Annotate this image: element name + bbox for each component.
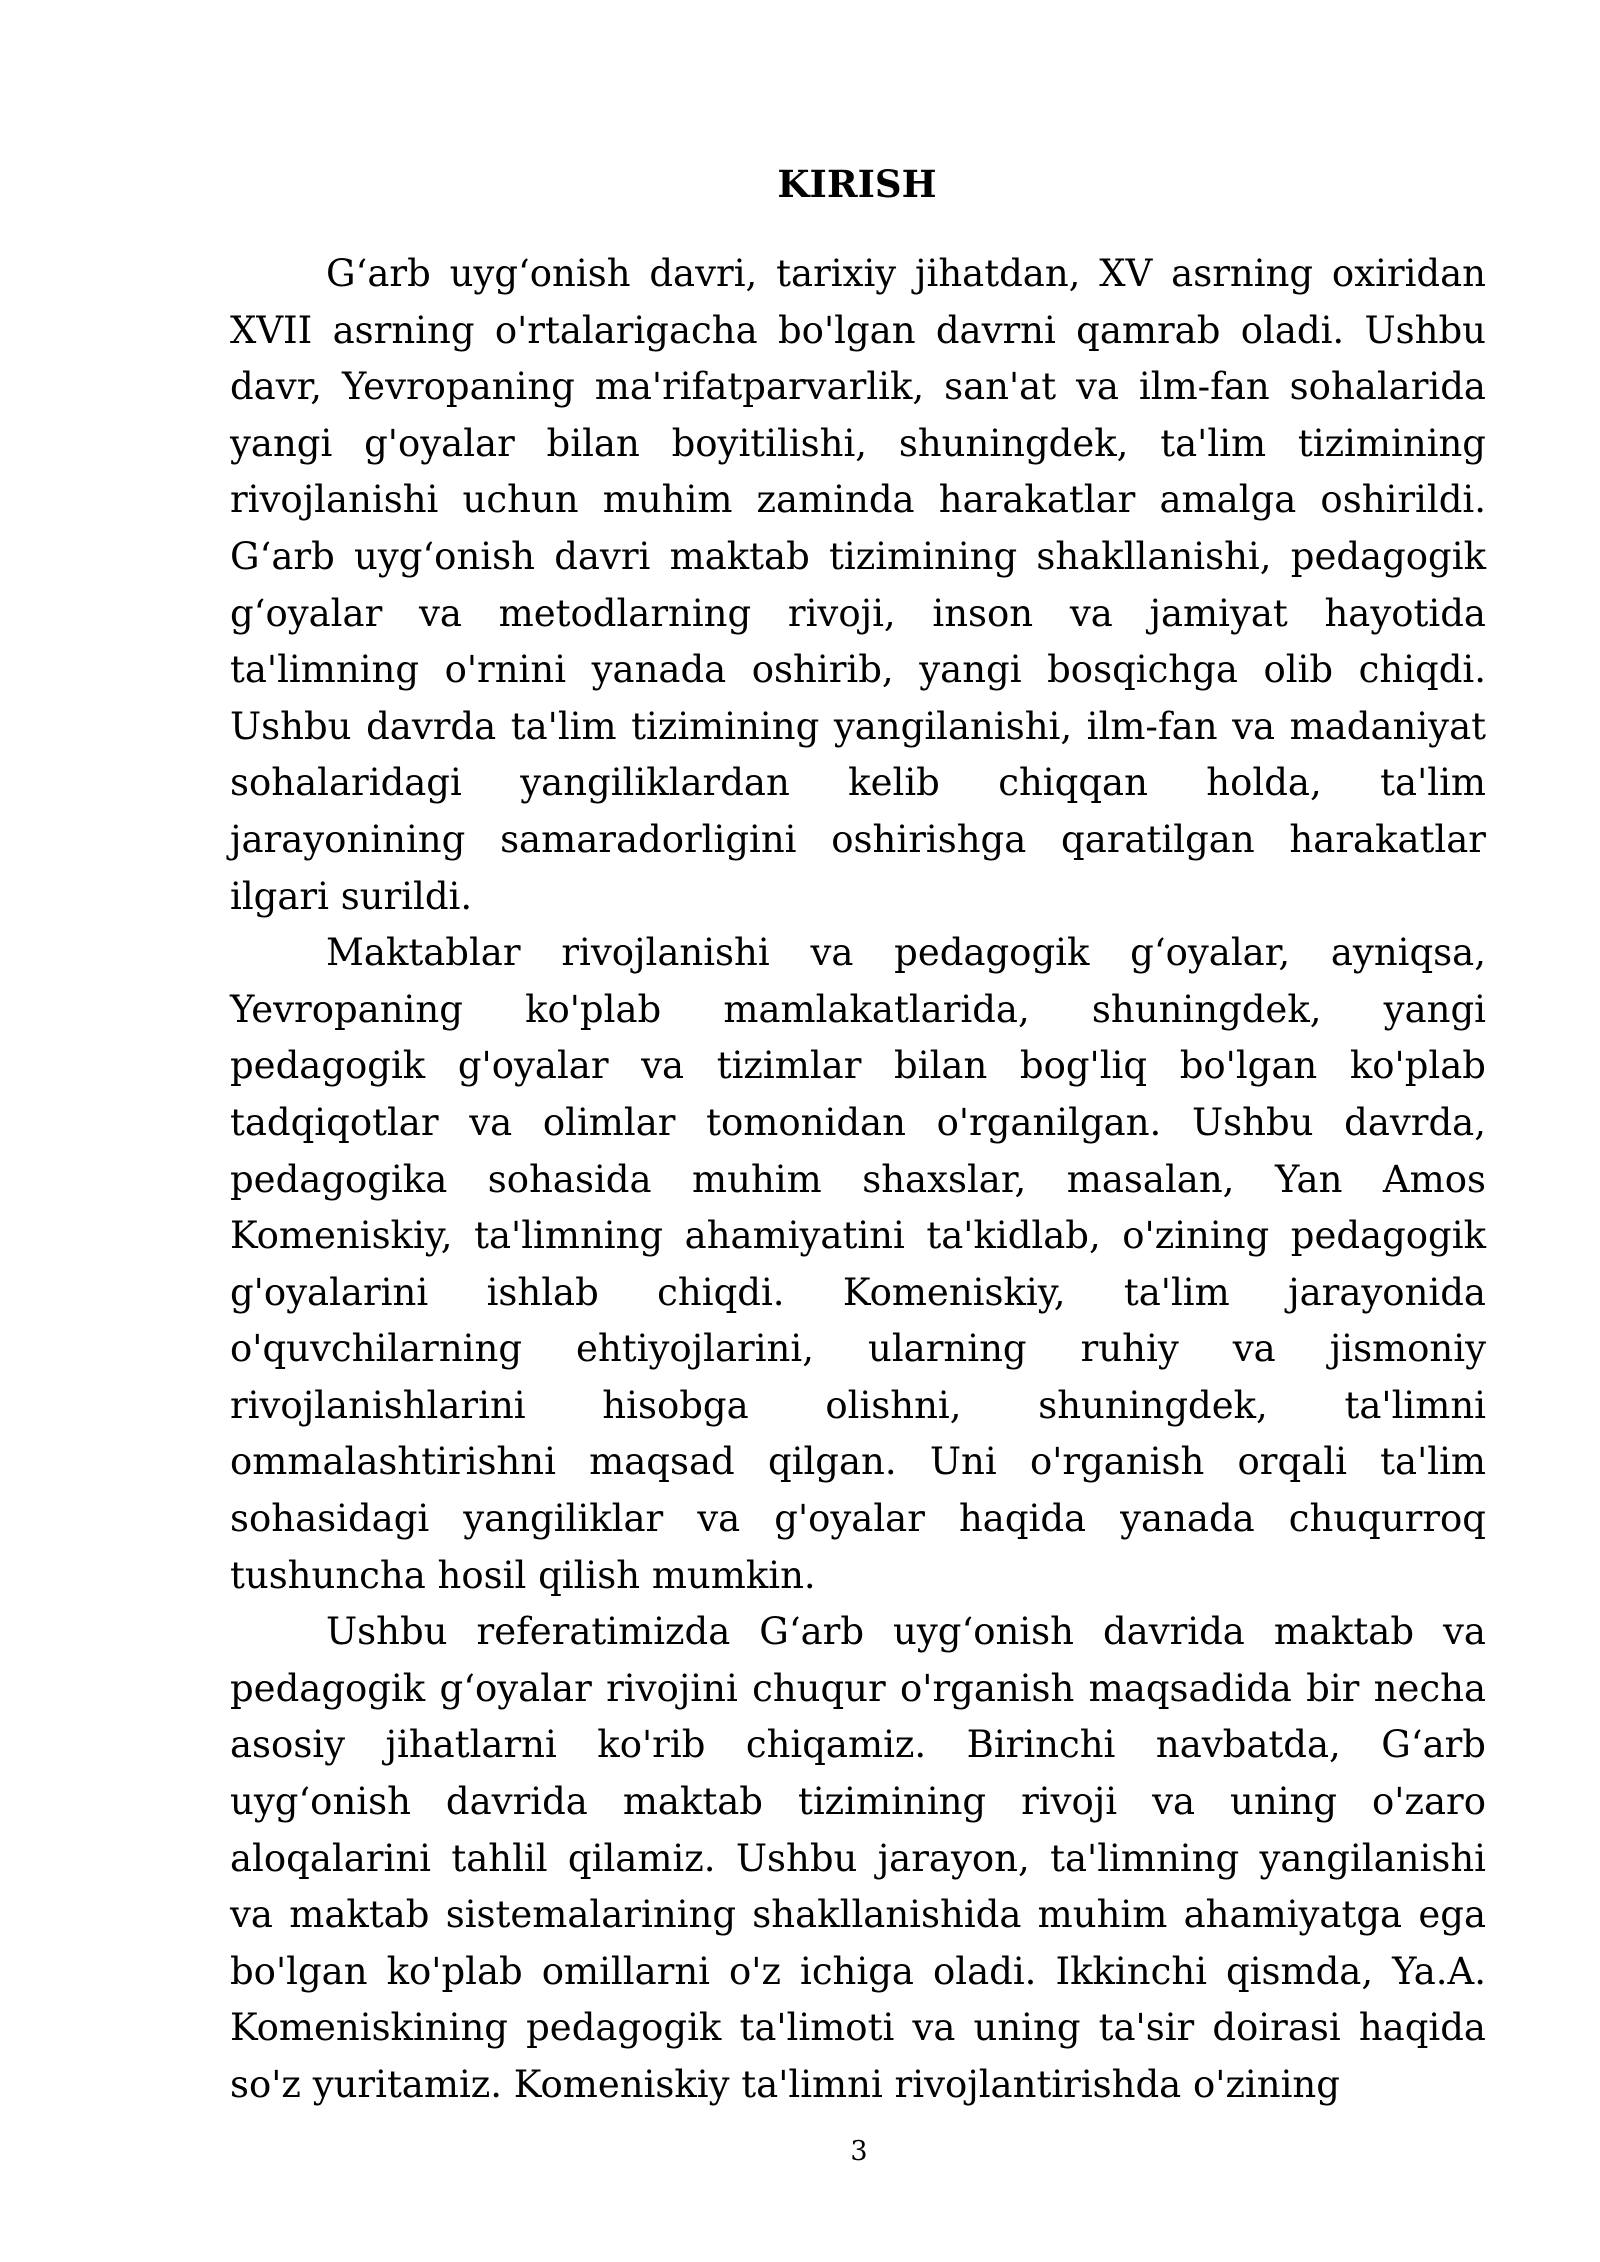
- page-number: 3: [850, 2136, 868, 2167]
- paragraph-2: Maktablar rivojlanishi va pedagogik g‘oyalar, ayniqsa, Yevropaning ko'plab mamlakatlarida, shuningdek, yangi pedagogik g'oyalar va tizimlar bilan bog'liq bo'lgan ko'plab tadqiqotlar va olimlar tomonidan o'rganilgan. Ushbu davrda, pedagogika sohasida muhim shaxslar, masalan, Yan Amos Komeniskiy, ta'limning ahamiyatini ta'kidlab, o'zining pedagogik g'oyalarini ishlab chiqdi. Komeniskiy, ta'lim jarayonida o'quvchilarning ehtiyojlarini, ularning ruhiy va jismoniy rivojlanishlarini hisobga olishni, shuningdek, ta'limni ommalashtirishni maqsad qilgan. Uni o'rganish orqali ta'lim sohasidagi yangiliklar va g'oyalar haqida yanada chuqurroq tushuncha hosil qilish mumkin.: [230, 931, 1486, 1597]
- body-text: [230, 246, 1486, 2114]
- page-title: KIRISH: [777, 162, 937, 206]
- paragraph-3: Ushbu referatimizda G‘arb uyg‘onish davrida maktab va pedagogik g‘oyalar rivojini chuqur o'rganish maqsadida bir necha asosiy jihatlarni ko'rib chiqamiz. Birinchi navbatda, G‘arb uyg‘onish davrida maktab tizimining rivoji va uning o'zaro aloqalarini tahlil qilamiz. Ushbu jarayon, ta'limning yangilanishi va maktab sistemalarining shakllanishida muhim ahamiyatga ega bo'lgan ko'plab omillarni o'z ichiga oladi. Ikkinchi qismda, Ya.A. Komeniskining pedagogik ta'limoti va uning ta'sir doirasi haqida so'z yuritamiz. Komeniskiy ta'limni rivojlantirishda o'zining: [230, 1610, 1486, 2106]
- paragraph-1: G‘arb uyg‘onish davri, tarixiy jihatdan, XV asrning oxiridan XVII asrning o'rtalarigacha bo'lgan davrni qamrab oladi. Ushbu davr, Yevropaning ma'rifatparvarlik, san'at va ilm-fan sohalarida yangi g'oyalar bilan boyitilishi, shuningdek, ta'lim tizimining rivojlanishi uchun muhim zaminda harakatlar amalga oshirildi. G‘arb uyg‘onish davri maktab tizimining shakllanishi, pedagogik g‘oyalar va metodlarning rivoji, inson va jamiyat hayotida ta'limning o'rnini yanada oshirib, yangi bosqichga olib chiqdi. Ushbu davrda ta'lim tizimining yangilanishi, ilm-fan va madaniyat sohalaridagi yangiliklardan kelib chiqqan holda, ta'lim jarayonining samaradorligini oshirishga qaratilgan harakatlar ilgari surildi.: [230, 252, 1486, 918]
